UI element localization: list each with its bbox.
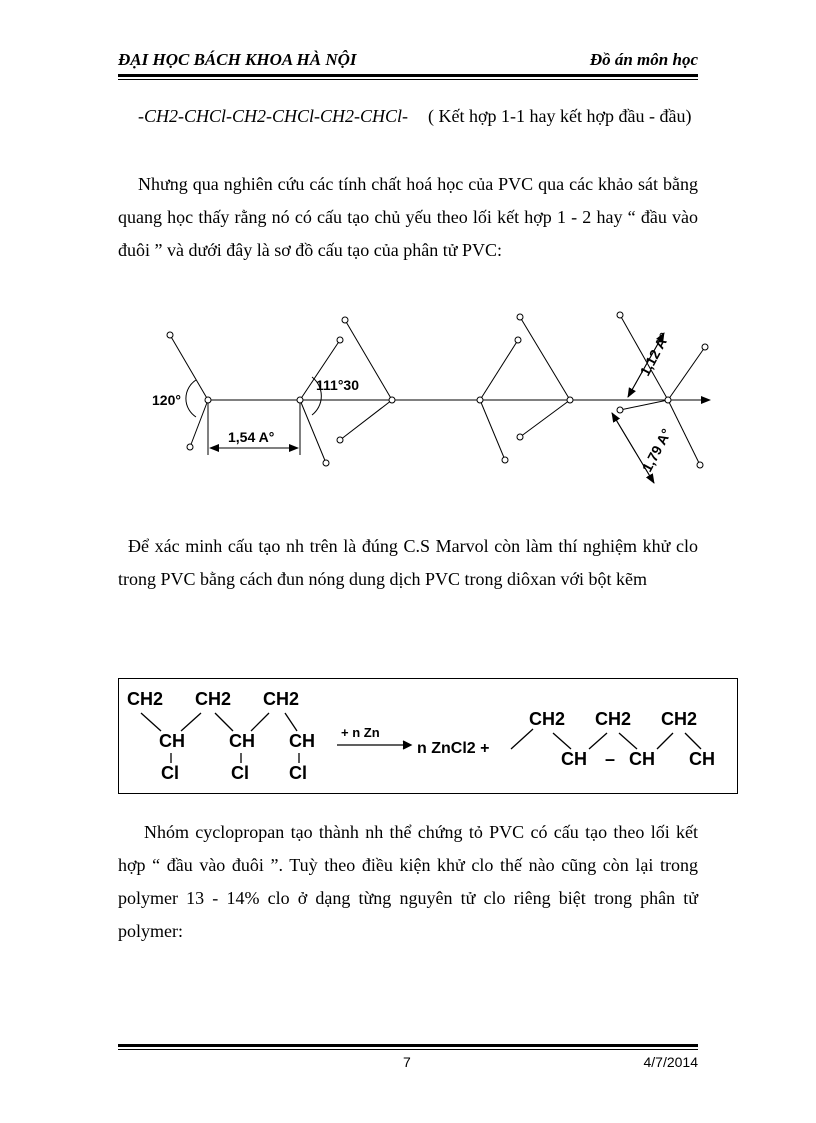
- atom: [502, 457, 508, 463]
- atom: [389, 397, 395, 403]
- bond: [181, 713, 201, 731]
- bond: [300, 400, 326, 463]
- paragraph-experiment: Để xác minh cấu tạo nh trên là đúng C.S Marvol còn làm thí nghiệm khử clo trong PVC bằng cách đun nóng dung dịch PVC trong diôxan với bột kẽm: [118, 536, 698, 589]
- formula-line: [118, 100, 698, 133]
- reactant-ch2: CH2: [263, 689, 300, 709]
- atom: [617, 407, 623, 413]
- atom: [205, 397, 211, 403]
- angle-arc: [186, 380, 196, 417]
- atom: [515, 337, 521, 343]
- bond: [619, 733, 637, 749]
- product-ch: CH: [629, 749, 655, 769]
- atom: [517, 314, 523, 320]
- bond: [520, 317, 570, 400]
- reaction-box: [118, 678, 738, 794]
- atom: [567, 397, 573, 403]
- atom: [702, 344, 708, 350]
- reaction-scheme: [119, 679, 737, 793]
- bond: [251, 713, 269, 731]
- page-header: [118, 50, 698, 72]
- reactant-cl: Cl: [161, 763, 179, 783]
- paragraph-cyclopropane: Nhóm cyclopropan tạo thành nh thể chứng tỏ PVC có cấu tạo theo lối kết hợp “ đầu vào đuôi ”. Tuỳ theo điều kiện khử clo thế nào cũng còn lại trong polymer 13 - 14% clo ở dạng từng nguyên tử clo riêng biệt trong phân tử polymer:: [118, 822, 698, 941]
- bond: [480, 340, 518, 400]
- bond: [285, 713, 297, 731]
- bond-length-ccl: 1,79 A°: [638, 425, 675, 475]
- header-doc-type: Đồ án môn học: [589, 50, 698, 69]
- paragraph-structure: Nhưng qua nghiên cứu các tính chất hoá học của PVC qua các khảo sát bằng quang học thấy rằng nó có cấu tạo chủ yếu theo lối kết hợp 1 - 2 hay “ đầu vào đuôi ” và dưới đây là sơ đồ cấu tạo của phân tử PVC:: [118, 174, 698, 260]
- atom: [323, 460, 329, 466]
- atom: [517, 434, 523, 440]
- atom: [187, 444, 193, 450]
- product-ch2: CH2: [661, 709, 698, 729]
- bond: [190, 400, 208, 447]
- bond-length-ch: 1,12 A°: [636, 329, 673, 379]
- bond: [141, 713, 161, 731]
- reaction-arrowhead: [403, 741, 411, 749]
- bond: [215, 713, 233, 731]
- header-rule: [118, 74, 698, 80]
- pvc-formula: -CH2-CHCl-CH2-CHCl-CH2-CHCl-: [138, 106, 409, 126]
- page-number: 7: [403, 1054, 411, 1070]
- reagent-zn: + n Zn: [341, 725, 380, 740]
- product-salt: n ZnCl2 +: [417, 740, 490, 757]
- bond: [620, 400, 668, 410]
- reactant-ch: CH: [159, 731, 185, 751]
- footer-date: 4/7/2014: [643, 1054, 698, 1070]
- bond: [553, 733, 571, 749]
- atom: [337, 437, 343, 443]
- atom: [167, 332, 173, 338]
- bond: [668, 400, 700, 465]
- reactant-cl: Cl: [289, 763, 307, 783]
- atom: [617, 312, 623, 318]
- reactant-cl: Cl: [231, 763, 249, 783]
- atom: [477, 397, 483, 403]
- bond: [589, 733, 607, 749]
- bond: [657, 733, 673, 749]
- bond: [511, 729, 533, 749]
- atom: [697, 462, 703, 468]
- reactant-ch: CH: [229, 731, 255, 751]
- atom: [297, 397, 303, 403]
- product-dash: –: [605, 749, 616, 769]
- bond: [480, 400, 505, 460]
- pvc-structure-diagram: [140, 305, 740, 505]
- atom: [665, 397, 671, 403]
- reactant-ch2: CH2: [127, 689, 164, 709]
- bond: [170, 335, 208, 400]
- bond: [520, 400, 570, 437]
- bond-length-cc: 1,54 A°: [228, 429, 275, 445]
- angle-label-111: 111°30: [316, 377, 359, 393]
- header-university: ĐẠI HỌC BÁCH KHOA HÀ NỘI: [118, 50, 357, 69]
- reactant-ch: CH: [289, 731, 315, 751]
- reactant-ch2: CH2: [195, 689, 232, 709]
- product-ch: CH: [561, 749, 587, 769]
- bond: [340, 400, 392, 440]
- atom: [342, 317, 348, 323]
- product-ch2: CH2: [595, 709, 632, 729]
- angle-label-120: 120°: [152, 392, 181, 408]
- bond: [668, 347, 705, 400]
- formula-note: ( Kết hợp 1-1 hay kết hợp đầu - đầu): [428, 106, 692, 126]
- product-ch2: CH2: [529, 709, 566, 729]
- product-ch: CH: [689, 749, 715, 769]
- bond: [685, 733, 701, 749]
- footer-rule: [118, 1044, 698, 1050]
- atom: [337, 337, 343, 343]
